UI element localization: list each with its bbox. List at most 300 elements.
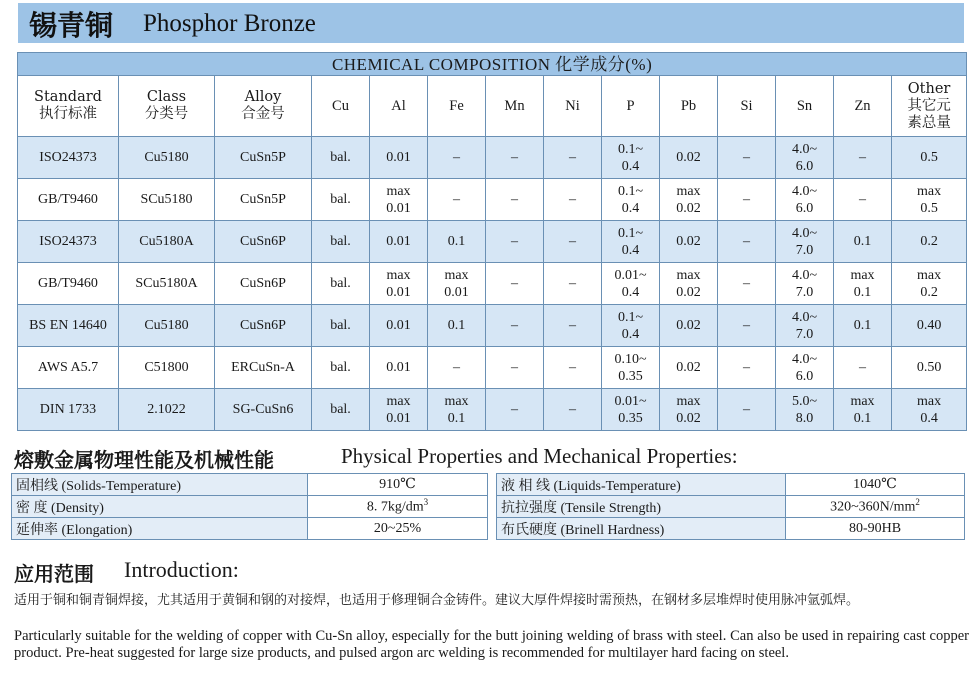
table-cell <box>486 263 544 305</box>
table-cell <box>215 263 312 305</box>
property-row <box>497 474 965 496</box>
table-cell <box>215 389 312 431</box>
cell-text: Cu5180 <box>144 150 189 165</box>
table-cell <box>776 221 834 263</box>
cell-text: – <box>743 360 750 375</box>
cell-text: 0.1 <box>447 410 466 426</box>
column-header <box>660 76 718 137</box>
table-cell <box>892 221 967 263</box>
cell-text: DIN 1733 <box>39 402 97 417</box>
cell-text: bal. <box>330 234 351 249</box>
cell-text: 6.0 <box>795 368 814 384</box>
table-cell <box>834 389 892 431</box>
table-cell <box>312 179 370 221</box>
cell-text: 0.35 <box>618 368 643 384</box>
physical-left-table <box>11 473 488 540</box>
cell-text: 0.02 <box>676 360 701 375</box>
cell-text: 0.2 <box>920 234 938 249</box>
table-row <box>18 305 967 347</box>
cell-text: 0.40 <box>916 318 942 333</box>
cell-text: – <box>511 150 518 165</box>
cell-text: 0.01 <box>386 410 411 426</box>
table-cell <box>215 305 312 347</box>
table-cell <box>119 221 215 263</box>
cell-text: 0.01 <box>386 360 411 375</box>
property-value <box>308 518 488 540</box>
property-row <box>12 474 488 496</box>
cell-text: – <box>743 276 750 291</box>
property-value-text: 20~25% <box>373 520 422 536</box>
table-row <box>18 263 967 305</box>
cell-text: max <box>444 267 469 283</box>
table-cell <box>312 221 370 263</box>
cell-text: SCu5180 <box>140 192 193 207</box>
table-cell <box>370 389 428 431</box>
table-cell <box>18 179 119 221</box>
cell-text: 7.0 <box>795 284 814 300</box>
table-cell <box>776 137 834 179</box>
cell-text: – <box>569 318 576 333</box>
table-cell <box>776 389 834 431</box>
cell-text: 6.0 <box>795 200 814 216</box>
cell-text: 0.1~ <box>617 309 644 325</box>
column-header-line: P <box>626 97 635 114</box>
table-cell <box>776 263 834 305</box>
table-cell <box>602 305 660 347</box>
table-cell <box>215 179 312 221</box>
cell-text: 0.01 <box>386 150 411 165</box>
physical-title-en: Physical Properties and Mechanical Properties: <box>341 444 738 468</box>
table-row <box>18 389 967 431</box>
cell-text: – <box>511 192 518 207</box>
table-cell <box>544 137 602 179</box>
column-header-line: 分类号 <box>144 106 189 122</box>
intro-text-en: Particularly suitable for the welding of copper with Cu-Sn alloy, especially for the butt joining welding of brass with steel. Can also be used in repairing cast copper product. Pre-heat suggested for large size products, and pulsed argon arc welding is recommended for multilayer hard facing on steel. <box>14 628 969 661</box>
table-cell <box>312 305 370 347</box>
cell-text: – <box>569 234 576 249</box>
property-label: 固相线 (Solids-Temperature) <box>12 474 308 496</box>
cell-text: 0.01 <box>386 318 411 333</box>
column-header <box>718 76 776 137</box>
property-label: 液 相 线 (Liquids-Temperature) <box>497 474 786 496</box>
table-cell <box>544 263 602 305</box>
property-label: 抗拉强度 (Tensile Strength) <box>497 496 786 518</box>
cell-text: 7.0 <box>795 242 814 258</box>
title-en: Phosphor Bronze <box>143 10 316 37</box>
column-header-line: Sn <box>796 97 813 114</box>
cell-text: 8.0 <box>795 410 814 426</box>
table-cell <box>544 389 602 431</box>
physical-right-table <box>496 473 965 540</box>
cell-text: 0.01~ <box>614 393 647 409</box>
column-header-line: Zn <box>854 97 871 114</box>
cell-text: ISO24373 <box>39 234 97 249</box>
table-cell <box>428 389 486 431</box>
table-cell <box>718 347 776 389</box>
cell-text: 0.02 <box>676 200 701 216</box>
cell-text: 4.0~ <box>791 225 818 241</box>
property-label: 密 度 (Density) <box>12 496 308 518</box>
cell-text: – <box>859 150 866 165</box>
table-cell <box>718 305 776 347</box>
cell-text: CuSn6P <box>240 234 286 249</box>
cell-text: – <box>569 276 576 291</box>
table-cell <box>660 389 718 431</box>
column-header-line: Pb <box>680 97 697 114</box>
table-cell <box>18 389 119 431</box>
column-header-line: 素总量 <box>907 114 951 131</box>
table-cell <box>312 389 370 431</box>
cell-text: 0.1~ <box>617 141 644 157</box>
table-cell <box>602 221 660 263</box>
table-cell <box>486 305 544 347</box>
cell-text: – <box>453 192 460 207</box>
cell-text: 0.4 <box>621 242 640 258</box>
cell-text: 0.02 <box>676 410 701 426</box>
cell-text: max <box>444 393 469 409</box>
property-row <box>12 496 488 518</box>
table-cell <box>660 305 718 347</box>
cell-text: 0.5 <box>920 150 938 165</box>
cell-text: 0.02 <box>676 150 701 165</box>
cell-text: 0.35 <box>618 410 643 426</box>
table-cell <box>776 347 834 389</box>
cell-text: max <box>386 393 411 409</box>
column-header <box>486 76 544 137</box>
property-value-text: 320~360N/mm <box>830 499 916 515</box>
column-header <box>892 76 967 137</box>
column-header-line: Ni <box>565 97 580 114</box>
table-cell <box>119 263 215 305</box>
cell-text: 0.01 <box>444 284 469 300</box>
cell-text: CuSn5P <box>240 150 286 165</box>
cell-text: bal. <box>330 276 351 291</box>
table-cell <box>486 221 544 263</box>
table-cell <box>486 137 544 179</box>
cell-text: – <box>453 360 460 375</box>
table-cell <box>312 263 370 305</box>
cell-text: max <box>850 267 875 283</box>
table-row <box>18 347 967 389</box>
table-cell <box>892 137 967 179</box>
table-cell <box>834 179 892 221</box>
table-cell <box>18 263 119 305</box>
table-cell <box>660 347 718 389</box>
table-row <box>18 221 967 263</box>
cell-text: bal. <box>330 360 351 375</box>
cell-text: max <box>917 393 942 409</box>
table-cell <box>486 347 544 389</box>
cell-text: 0.01 <box>386 234 411 249</box>
cell-text: – <box>743 192 750 207</box>
column-header-line: Standard <box>34 89 102 105</box>
cell-text: GB/T9460 <box>38 192 98 207</box>
table-cell <box>718 137 776 179</box>
table-cell <box>119 347 215 389</box>
table-cell <box>776 305 834 347</box>
cell-text: 0.02 <box>676 284 701 300</box>
cell-text: – <box>511 318 518 333</box>
chemical-caption: CHEMICAL COMPOSITION 化学成分(%) <box>18 53 967 76</box>
column-header-line: 其它元 <box>907 97 951 114</box>
cell-text: 0.50 <box>916 360 942 375</box>
table-cell <box>892 305 967 347</box>
column-header <box>119 76 215 137</box>
cell-text: – <box>511 276 518 291</box>
property-row <box>497 496 965 518</box>
property-value-text: 910℃ <box>379 477 416 492</box>
table-cell <box>370 137 428 179</box>
cell-text: – <box>511 234 518 249</box>
title-zh: 锡青铜 <box>29 9 114 42</box>
cell-text: – <box>511 402 518 417</box>
cell-text: Cu5180A <box>139 234 194 249</box>
cell-text: 0.1~ <box>617 225 644 241</box>
cell-text: 4.0~ <box>791 141 818 157</box>
cell-text: max <box>917 267 942 283</box>
table-cell <box>119 389 215 431</box>
property-value-text: 8. 7kg/dm <box>366 499 424 515</box>
table-cell <box>370 221 428 263</box>
cell-text: 0.1 <box>853 284 872 300</box>
cell-text: 0.2 <box>920 284 938 300</box>
cell-text: 0.01~ <box>614 267 647 283</box>
cell-text: 5.0~ <box>791 393 818 409</box>
cell-text: ERCuSn-A <box>231 360 295 375</box>
cell-text: 4.0~ <box>791 183 818 199</box>
cell-text: – <box>569 150 576 165</box>
cell-text: – <box>859 360 866 375</box>
cell-text: max <box>676 393 701 409</box>
table-cell <box>428 221 486 263</box>
cell-text: – <box>511 360 518 375</box>
table-cell <box>602 347 660 389</box>
table-cell <box>544 179 602 221</box>
table-cell <box>544 347 602 389</box>
chemical-composition-table <box>17 52 967 431</box>
column-header <box>544 76 602 137</box>
table-cell <box>834 305 892 347</box>
cell-text: max <box>676 267 701 283</box>
table-cell <box>892 179 967 221</box>
column-header-line: Si <box>740 97 753 114</box>
cell-text: max <box>917 183 942 199</box>
cell-text: ISO24373 <box>39 150 97 165</box>
column-header-line: 执行标准 <box>39 106 97 122</box>
cell-text: 0.4 <box>621 158 640 174</box>
column-header <box>776 76 834 137</box>
property-value <box>786 518 965 540</box>
table-cell <box>718 179 776 221</box>
table-cell <box>428 347 486 389</box>
column-header <box>312 76 370 137</box>
column-header-line: Other <box>907 80 951 97</box>
cell-text: – <box>453 150 460 165</box>
table-cell <box>428 263 486 305</box>
cell-text: bal. <box>330 192 351 207</box>
column-header-line: Mn <box>504 97 525 114</box>
cell-text: 0.10~ <box>614 351 647 367</box>
table-row <box>18 179 967 221</box>
table-cell <box>834 347 892 389</box>
cell-text: CuSn6P <box>240 276 286 291</box>
table-cell <box>892 263 967 305</box>
cell-text: 0.1 <box>447 234 466 249</box>
column-header <box>602 76 660 137</box>
cell-text: bal. <box>330 318 351 333</box>
table-cell <box>718 389 776 431</box>
column-header <box>428 76 486 137</box>
table-cell <box>776 179 834 221</box>
physical-title-zh: 熔敷金属物理性能及机械性能 <box>14 448 274 472</box>
cell-text: 4.0~ <box>791 267 818 283</box>
cell-text: 0.4 <box>920 410 938 426</box>
cell-text: SG-CuSn6 <box>232 402 294 417</box>
cell-text: 0.4 <box>621 326 640 342</box>
cell-text: max <box>386 183 411 199</box>
cell-text: – <box>743 234 750 249</box>
property-label: 布氏硬度 (Brinell Hardness) <box>497 518 786 540</box>
cell-text: 0.1 <box>853 234 872 249</box>
table-cell <box>602 389 660 431</box>
table-cell <box>370 305 428 347</box>
cell-text: GB/T9460 <box>38 276 98 291</box>
cell-text: 0.5 <box>920 200 938 216</box>
table-cell <box>660 263 718 305</box>
table-cell <box>486 389 544 431</box>
table-cell <box>602 137 660 179</box>
property-label: 延伸率 (Elongation) <box>12 518 308 540</box>
column-header <box>215 76 312 137</box>
table-cell <box>370 347 428 389</box>
table-cell <box>18 137 119 179</box>
property-row <box>12 518 488 540</box>
cell-text: max <box>386 267 411 283</box>
property-value <box>786 496 965 518</box>
column-header <box>370 76 428 137</box>
cell-text: – <box>743 318 750 333</box>
cell-text: C51800 <box>144 360 189 375</box>
table-cell <box>428 137 486 179</box>
column-header-line: Al <box>391 97 406 114</box>
cell-text: – <box>569 360 576 375</box>
table-cell <box>18 347 119 389</box>
property-value-text: 1040℃ <box>853 477 897 492</box>
cell-text: CuSn5P <box>240 192 286 207</box>
cell-text: BS EN 14640 <box>29 318 107 333</box>
table-row <box>18 137 967 179</box>
title-bar <box>18 3 964 43</box>
table-cell <box>370 179 428 221</box>
cell-text: 4.0~ <box>791 351 818 367</box>
cell-text: 0.1~ <box>617 183 644 199</box>
table-cell <box>718 221 776 263</box>
cell-text: SCu5180A <box>135 276 198 291</box>
column-header <box>834 76 892 137</box>
cell-text: 0.02 <box>676 318 701 333</box>
property-value-text: 80-90HB <box>848 520 902 536</box>
table-cell <box>834 137 892 179</box>
column-header-line: 合金号 <box>241 106 285 122</box>
cell-text: max <box>676 183 701 199</box>
table-cell <box>602 263 660 305</box>
cell-text: bal. <box>330 402 351 417</box>
property-value <box>308 474 488 496</box>
cell-text: – <box>569 192 576 207</box>
table-cell <box>660 179 718 221</box>
column-header-line: Fe <box>449 97 464 114</box>
cell-text: – <box>569 402 576 417</box>
property-value <box>308 496 488 518</box>
cell-text: 0.4 <box>621 200 640 216</box>
cell-text: – <box>743 150 750 165</box>
intro-title-zh: 应用范围 <box>14 562 94 586</box>
table-cell <box>544 221 602 263</box>
table-cell <box>602 179 660 221</box>
table-cell <box>215 137 312 179</box>
property-unit-exponent: 3 <box>423 497 429 508</box>
cell-text: 0.1 <box>447 318 466 333</box>
cell-text: 0.1 <box>853 318 872 333</box>
cell-text: max <box>850 393 875 409</box>
cell-text: 6.0 <box>795 158 814 174</box>
table-cell <box>18 305 119 347</box>
column-header-line: Alloy <box>244 89 282 105</box>
cell-text: 0.01 <box>386 200 411 216</box>
property-unit-exponent: 2 <box>915 497 920 508</box>
cell-text: 0.02 <box>676 234 701 249</box>
cell-text: 0.01 <box>386 284 411 300</box>
cell-text: – <box>859 192 866 207</box>
intro-title-en: Introduction: <box>124 557 239 582</box>
column-header-line: Class <box>146 89 187 105</box>
cell-text: 0.4 <box>621 284 640 300</box>
table-cell <box>119 179 215 221</box>
table-cell <box>660 221 718 263</box>
table-cell <box>312 347 370 389</box>
table-cell <box>370 263 428 305</box>
cell-text: AWS A5.7 <box>37 360 99 375</box>
table-cell <box>312 137 370 179</box>
property-value <box>786 474 965 496</box>
table-cell <box>892 389 967 431</box>
cell-text: 4.0~ <box>791 309 818 325</box>
table-cell <box>486 179 544 221</box>
table-cell <box>18 221 119 263</box>
cell-text: Cu5180 <box>144 318 189 333</box>
table-cell <box>892 347 967 389</box>
cell-text: – <box>743 402 750 417</box>
table-cell <box>428 305 486 347</box>
cell-text: 2.1022 <box>147 402 186 417</box>
column-header <box>18 76 119 137</box>
table-cell <box>718 263 776 305</box>
table-cell <box>119 137 215 179</box>
cell-text: CuSn6P <box>240 318 286 333</box>
column-header-line: Cu <box>332 97 349 114</box>
table-cell <box>215 347 312 389</box>
cell-text: 7.0 <box>795 326 814 342</box>
table-cell <box>215 221 312 263</box>
table-cell <box>834 263 892 305</box>
property-row <box>497 518 965 540</box>
table-cell <box>660 137 718 179</box>
cell-text: 0.1 <box>853 410 872 426</box>
table-cell <box>428 179 486 221</box>
intro-text-zh: 适用于铜和铜青铜焊接，尤其适用于黄铜和钢的对接焊，也适用于修理铜合金铸件。建议大厚件焊接时需预热，在钢材多层堆焊时使用脉冲氩弧焊。 <box>14 593 860 608</box>
table-cell <box>544 305 602 347</box>
table-cell <box>834 221 892 263</box>
